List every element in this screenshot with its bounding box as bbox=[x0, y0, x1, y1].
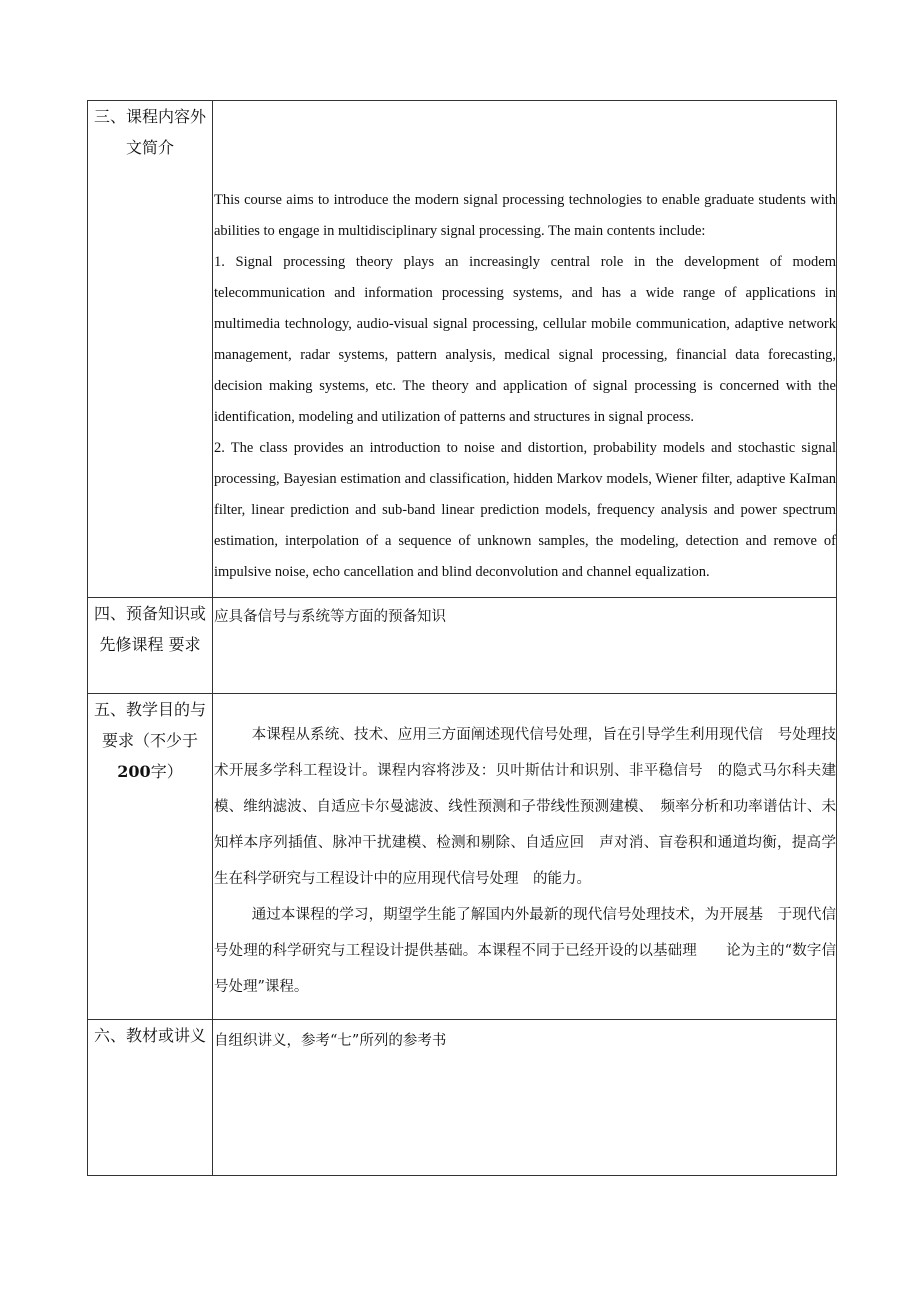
paragraph: 2. The class provides an introduction to noise and distortion, probability models and stochastic signal processing, Bayesian estimation and classification, hidden Markov models, Wiener filter, adaptive KaIman filter, linear prediction and sub-band linear prediction models, frequency analysis and power spectrum estimation, interpolation of a sequence of unknown samples, the modeling, detection and remove of impulsive noise, echo cancellation and blind deconvolution and channel equalization. bbox=[214, 440, 836, 580]
paragraph: 本课程从系统、技术、应用三方面阐述现代信号处理，旨在引导学生利用现代信 号处理技术开展多学科工程设计。课程内容将涉及：贝叶斯估计和识别、非平稳信号 的隐式马尔科夫建模、维纳滤波、自适应卡尔曼滤波、线性预测和子带线性预测建模、 频率分析和功率谱估计、未知样本序列插值、脉冲干扰建模、检测和剔除、自适应回 声对消、盲卷积和通道均衡，提高学生在科学研究与工程设计中的应用现代信号处理 的能力。 bbox=[214, 727, 836, 887]
course-info-table bbox=[87, 100, 837, 1176]
row-label bbox=[88, 101, 213, 598]
row-content bbox=[213, 598, 837, 694]
table-row bbox=[88, 694, 837, 1020]
row-content bbox=[213, 1020, 837, 1176]
row-label-text: 五、教学目的与要求（不少于200字） bbox=[93, 700, 206, 781]
row-content bbox=[213, 101, 837, 598]
paragraph: This course aims to introduce the modern signal processing technologies to enable graduate students with abilities to engage in multidisciplinary signal processing. The main contents include: bbox=[214, 192, 836, 239]
row-content bbox=[213, 694, 837, 1020]
table-row bbox=[88, 101, 837, 598]
paragraph: 1. Signal processing theory plays an increasingly central role in the development of modem telecommunication and information processing systems, and has a wide range of applications in multimedia technology, audio-visual signal processing, cellular mobile communication, adaptive network management, radar systems, pattern analysis, medical signal processing, financial data forecasting, decision making systems, etc. The theory and application of signal processing is concerned with the identification, modeling and utilization of patterns and structures in signal process. bbox=[214, 254, 836, 425]
row-label bbox=[88, 598, 213, 694]
table-row bbox=[88, 598, 837, 694]
row-label-text: 三、课程内容外文简介 bbox=[93, 107, 206, 157]
table-row bbox=[88, 1020, 837, 1176]
row-label bbox=[88, 1020, 213, 1176]
row-label-text: 六、教材或讲义 bbox=[93, 1026, 206, 1045]
paragraph: 通过本课程的学习，期望学生能了解国内外最新的现代信号处理技术，为开展基 于现代信号处理的科学研究与工程设计提供基础。本课程不同于已经开设的以基础理 论为主的“数字信号处理”课程。 bbox=[214, 907, 836, 995]
paragraph: 自组织讲义，参考“七”所列的参考书 bbox=[214, 1033, 447, 1049]
row-label-text: 四、预备知识或先修课程 要求 bbox=[93, 604, 206, 654]
paragraph: 应具备信号与系统等方面的预备知识 bbox=[214, 609, 446, 625]
row-label bbox=[88, 694, 213, 1020]
